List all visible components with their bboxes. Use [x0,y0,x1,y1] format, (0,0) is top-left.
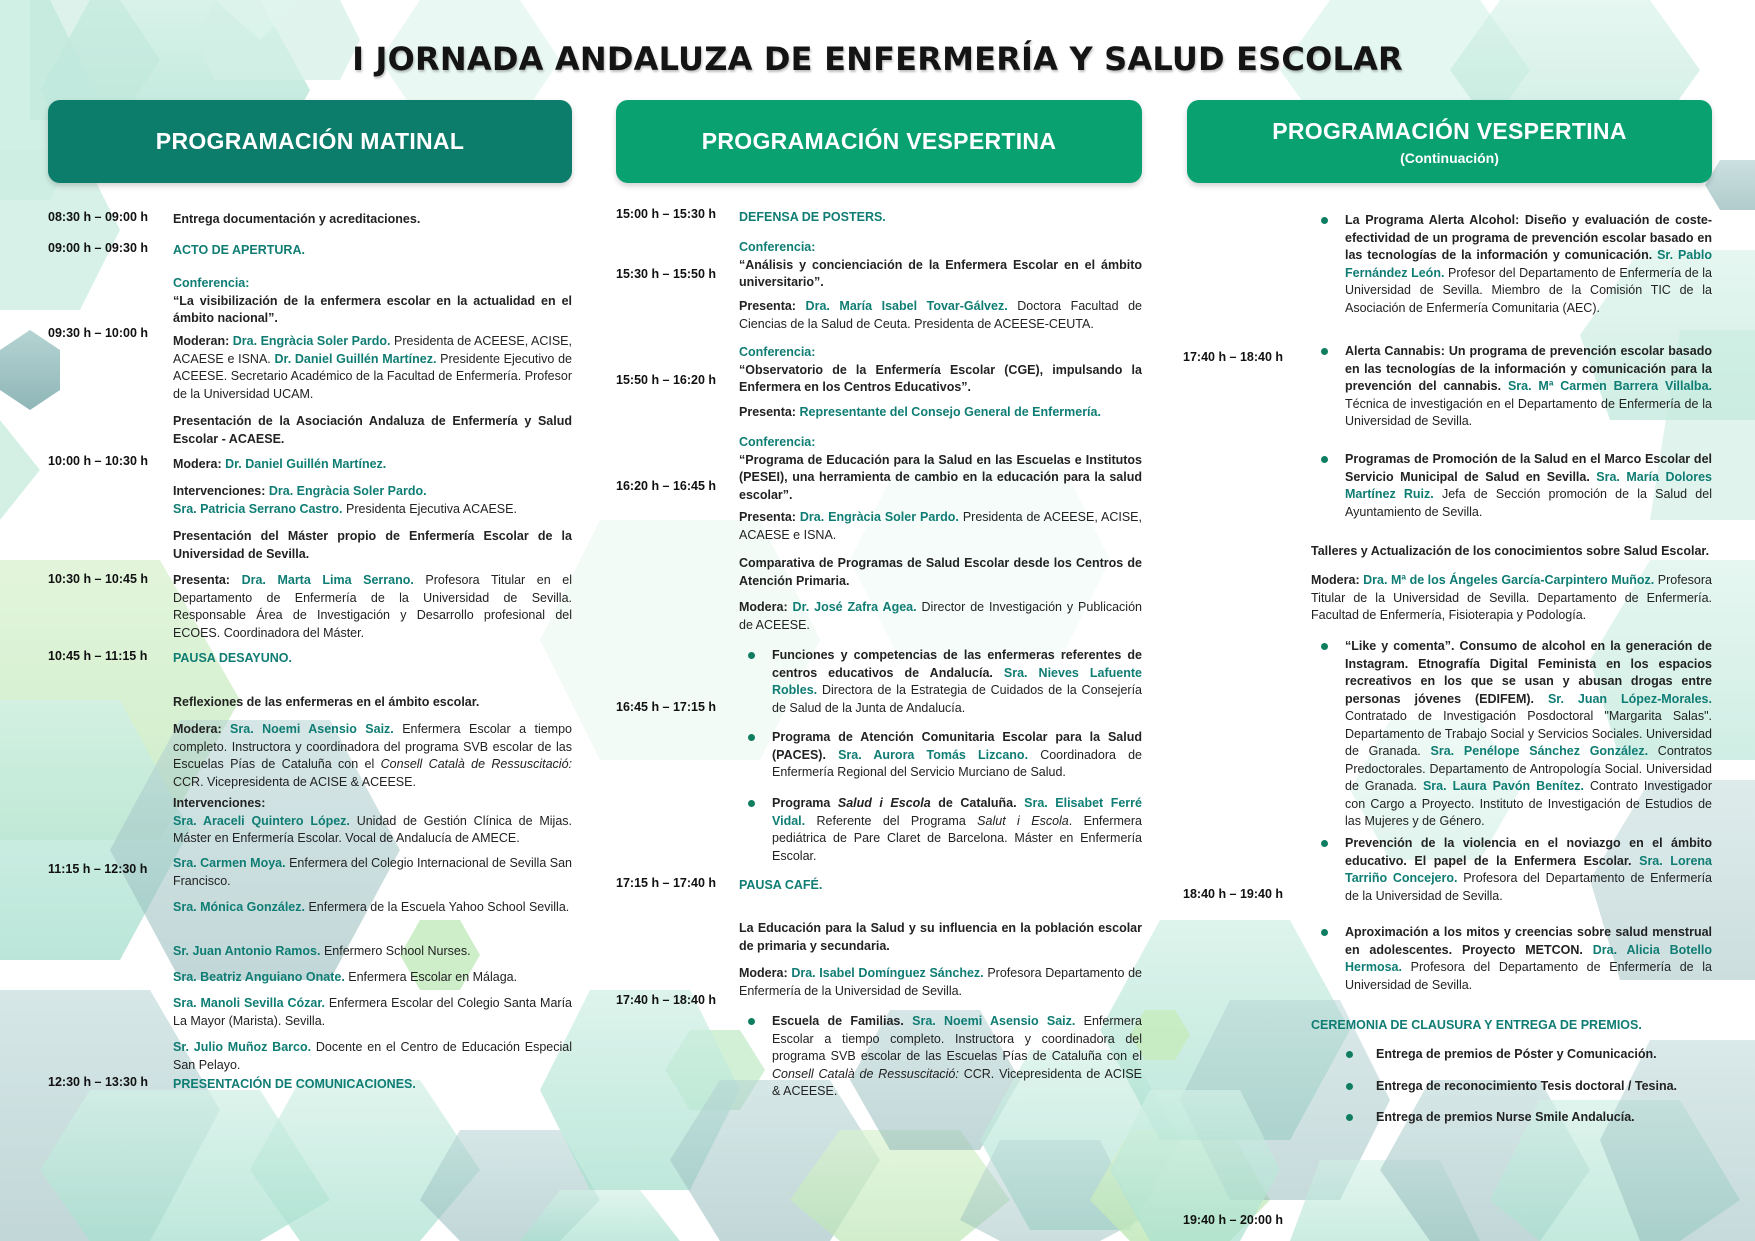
agenda-item: Presentación de la Asociación Andaluza de Enfermería y Salud Escolar - ACAESE. [173,414,572,446]
header-continuacion [1187,100,1712,183]
agenda-item: DEFENSA DE POSTERS. [739,210,886,224]
header-vespertina [616,100,1142,183]
schedule-vespertina [616,195,1142,1215]
agenda-item: Moderan: Dra. Engràcia Soler Pardo. Presidenta de ACEESE, ACISE, ACAESE e ISNA. Dr. Daniel Guillén Martínez. Presidente Ejecutivo de ACEESE. Secretario Académico de la Facultad de Enfermería. Profesor de la Universidad UCAM. [173,334,572,401]
column-matinal [48,100,572,1215]
list-item: La Programa Alerta Alcohol: Diseño y evaluación de coste-efectividad de un programa de prevención escolar basado en las tecnologías de la información y comunicación. Sr. Pablo Fernández León. Profesor del Departamento de Enfermería de la Universidad de Sevilla. Miembro de la Comisión TIC de la Asociación de Enfermería Comunitaria (AEC). [1345,212,1712,317]
agenda-item: Intervenciones: Dra. Engràcia Soler Pardo. Sra. Patricia Serrano Castro. Presidenta Ejecutiva ACAESE. [173,484,517,516]
bullet-icon [1346,1051,1353,1058]
list-item: Programas de Promoción de la Salud en el Marco Escolar del Servicio Municipal de Salud en Sevilla. Sra. María Dolores Martínez Ruiz. Jefa de Sección promoción de la Salud del Ayuntamiento de Sevilla. [1345,451,1712,521]
list-item: Aproximación a los mitos y creencias sobre salud menstrual en adolescentes. Proyecto METCON. Dra. Alicia Botello Hermosa. Profesora del Departamento de Enfermería de la Universidad de Sevilla. [1345,924,1712,994]
agenda-item: Entrega documentación y acreditaciones. [173,212,421,226]
agenda-item: Conferencia: “La visibilización de la enfermera escolar en la actualidad en el ámbito nacional”. [173,276,572,325]
time-slot: 08:30 h – 09:00 h [48,210,149,224]
agenda-item: Presenta: Representante del Consejo General de Enfermería. [739,405,1101,419]
agenda-item: Reflexiones de las enfermeras en el ámbito escolar. [173,695,480,709]
agenda-item: Modera: Dra. Isabel Domínguez Sánchez. Profesora Departamento de Enfermería de la Universidad de Sevilla. [739,966,1142,998]
bullet-icon [1321,348,1328,355]
list-item: Programa de Atención Comunitaria Escolar para la Salud (PACES). Sra. Aurora Tomás Lizcano. Coordinadora de Enfermería Regional del Servicio Murciano de Salud. [772,729,1142,782]
header-vespertina-title: PROGRAMACIÓN VESPERTINA [701,128,1057,154]
header-continuacion-subtitle: (Continuación) [1400,149,1499,166]
list-item: Alerta Cannabis: Un programa de prevención escolar basado en las tecnologías de la información y comunicación para la prevención del cannabis. Sra. Mª Carmen Barrera Villalba. Técnica de investigación en el Departamento de Enfermería de la Universidad de Sevilla. [1345,343,1712,431]
agenda-item: Conferencia: “Programa de Educación para la Salud en las Escuelas e Institutos (PESEI), una herramienta de cambio en la educación para la salud escolar”. [739,435,1142,502]
bullet-icon [1321,217,1328,224]
agenda-item: Sr. Julio Muñoz Barco. Docente en el Centro de Educación Especial San Pelayo. [173,1040,573,1072]
time-slot: 10:30 h – 10:45 h [48,572,149,586]
agenda-item: Conferencia: “Observatorio de la Enfermería Escolar (CGE), impulsando la Enfermera en los Centros Educativos”. [739,345,1142,394]
agenda-item: PRESENTACIÓN DE COMUNICACIONES. [173,1077,416,1091]
time-slot: 10:00 h – 10:30 h [48,454,149,468]
time-slot: 10:45 h – 11:15 h [48,649,148,663]
agenda-item: Presenta: Dra. Marta Lima Serrano. Profesora Titular en el Departamento de Enfermería de la Universidad de Sevilla. Responsable Área de Investigación y Desarrollo profesional del ECOES. Coordinadora del Máster. [173,573,572,640]
bullet-icon [1321,840,1328,847]
agenda-item: Sra. Carmen Moya. Enfermera del Colegio Internacional de Sevilla San Francisco. [173,856,573,888]
header-matinal [48,100,572,183]
bullet-icon [748,800,755,807]
agenda-item: Modera: Sra. Noemi Asensio Saiz. Enfermera Escolar a tiempo completo. Instructora y coordinadora del programa SVB escolar de las Escuelas Pías de Cataluña con el Consell Català de Ressuscitació: CCR. Vicepresidenta de ACISE & ACEESE. [173,722,572,789]
agenda-item: La Educación para la Salud y su influencia en la población escolar de primaria y secundaria. [739,921,1142,953]
list-item: Funciones y competencias de las enfermeras referentes de centros educativos de Andalucía. Sra. Nieves Lafuente Robles. Directora de la Estrategia de Cuidados de la Consejería de Salud de la Junta de Andalucía. [772,647,1142,717]
time-slot: 09:00 h – 09:30 h [48,241,149,255]
time-slot: 09:30 h – 10:00 h [48,326,149,340]
agenda-item: Modera: Dr. José Zafra Agea. Director de Investigación y Publicación de ACEESE. [739,600,1142,632]
time-slot: 15:50 h – 16:20 h [616,373,717,387]
agenda-item: Presentación del Máster propio de Enfermería Escolar de la Universidad de Sevilla. [173,529,572,561]
agenda-item: Sra. Beatriz Anguiano Onate. Enfermera Escolar en Málaga. [173,970,518,984]
list-item: Entrega de reconocimiento Tesis doctoral / Tesina. [1376,1078,1712,1096]
list-item: “Like y comenta”. Consumo de alcohol en la generación de Instagram. Etnografía Digital Feminista en los espacios recreativos en los que se usan y abusan drogas entre personas jóvenes (EDIFEM). Sr. Juan López-Morales. Contratado de Investigación Posdoctoral "Margarita Salas". Departamento de Trabajo Social y Servicios Sociales. Universidad de Granada. Sra. Penélope Sánchez González. Contratos Predoctorales. Departamento de Antropología Social. Universidad de Granada. Sra. Laura Pavón Benítez. Contrato Investigador con Cargo a Proyecto. Instituto de Investigación de Estudios de las Mujeres y de Género. [1345,638,1712,831]
column-continuacion [1183,100,1712,1227]
time-slot: 19:40 h – 20:00 h [1183,1213,1284,1227]
agenda-item: PAUSA DESAYUNO. [173,651,293,665]
time-slot: 17:15 h – 17:40 h [616,876,717,890]
time-slot: 17:40 h – 18:40 h [1183,350,1284,364]
schedule-continuacion [1183,195,1712,1227]
agenda-item: Talleres y Actualización de los conocimientos sobre Salud Escolar. [1311,544,1710,558]
header-continuacion-title: PROGRAMACIÓN VESPERTINA [1272,117,1627,144]
page-title: I JORNADA ANDALUZA DE ENFERMERÍA Y SALUD ESCOLAR [352,40,1403,78]
list-item: Programa Salud i Escola de Cataluña. Sra. Elisabet Ferré Vidal. Referente del Programa Salut i Escola. Enfermera pediátrica de Pare Claret de Barcelona. Máster en Enfermería Escolar. [772,795,1142,865]
agenda-item: Conferencia: “Análisis y concienciación de la Enfermera Escolar en el ámbito universitario”. [739,240,1142,289]
agenda-item: Modera: Dr. Daniel Guillén Martínez. [173,457,387,471]
time-slot: 12:30 h – 13:30 h [48,1075,149,1089]
schedule-matinal [48,195,572,1215]
list-item: Prevención de la violencia en el noviazgo en el ámbito educativo. El papel de la Enfermera Escolar. Sra. Lorena Tarriño Concejero. Profesora del Departamento de Enfermería de la Universidad de Sevilla. [1345,835,1712,905]
agenda-item: PAUSA CAFÉ. [739,878,823,892]
list-item: Entrega de premios de Póster y Comunicación. [1376,1046,1712,1064]
header-matinal-title: PROGRAMACIÓN MATINAL [155,128,465,154]
time-slot: 16:45 h – 17:15 h [616,700,717,714]
agenda-item: Sr. Juan Antonio Ramos. Enfermero School Nurses. [173,944,471,958]
time-slot: 18:40 h – 19:40 h [1183,887,1284,901]
bullet-icon [1321,456,1328,463]
time-slot: 15:30 h – 15:50 h [616,267,717,281]
agenda-item: Sra. Mónica González. Enfermera de la Escuela Yahoo School Sevilla. [173,900,570,914]
agenda-item: CEREMONIA DE CLAUSURA Y ENTREGA DE PREMIOS. [1311,1018,1642,1032]
bullet-icon [748,734,755,741]
bullet-icon [1346,1083,1353,1090]
agenda-item: Intervenciones: Sra. Araceli Quintero López. Unidad de Gestión Clínica de Mijas. Máster en Enfermería Escolar. Vocal de Andalucía de AMECE. [173,796,573,845]
list-item: Escuela de Familias. Sra. Noemi Asensio Saiz. Enfermera Escolar a tiempo completo. Instructora y coordinadora del programa SVB escolar de las Escuelas Pías de Cataluña con el Consell Català de Ressuscitació: CCR. Vicepresidenta de ACISE & ACEESE. [772,1013,1142,1101]
bullet-icon [748,1018,755,1025]
agenda-item: Presenta: Dra. Engràcia Soler Pardo. Presidenta de ACEESE, ACISE, ACAESE e ISNA. [739,510,1142,542]
agenda-item: ACTO DE APERTURA. [173,243,305,257]
bullet-icon [1346,1114,1353,1121]
bullet-icon [1321,929,1328,936]
time-slot: 17:40 h – 18:40 h [616,993,717,1007]
bullet-icon [1321,643,1328,650]
time-slot: 16:20 h – 16:45 h [616,479,717,493]
time-slot: 15:00 h – 15:30 h [616,207,717,221]
column-vespertina [616,100,1142,1215]
agenda-item: Sra. Manoli Sevilla Cózar. Enfermera Escolar del Colegio Santa María La Mayor (Marista). Sevilla. [173,996,572,1028]
time-slot: 11:15 h – 12:30 h [48,862,148,876]
list-item: Entrega de premios Nurse Smile Andalucía. [1376,1109,1712,1127]
agenda-item: Comparativa de Programas de Salud Escolar desde los Centros de Atención Primaria. [739,556,1142,588]
bullet-icon [748,652,755,659]
agenda-item: Modera: Dra. Mª de los Ángeles García-Carpintero Muñoz. Profesora Titular de la Universidad de Sevilla. Departamento de Enfermería. Facultad de Enfermería, Fisioterapia y Podología. [1311,573,1712,622]
agenda-item: Presenta: Dra. María Isabel Tovar-Gálvez. Doctora Facultad de Ciencias de la Salud de Ceuta. Presidenta de ACEESE-CEUTA. [739,299,1142,331]
